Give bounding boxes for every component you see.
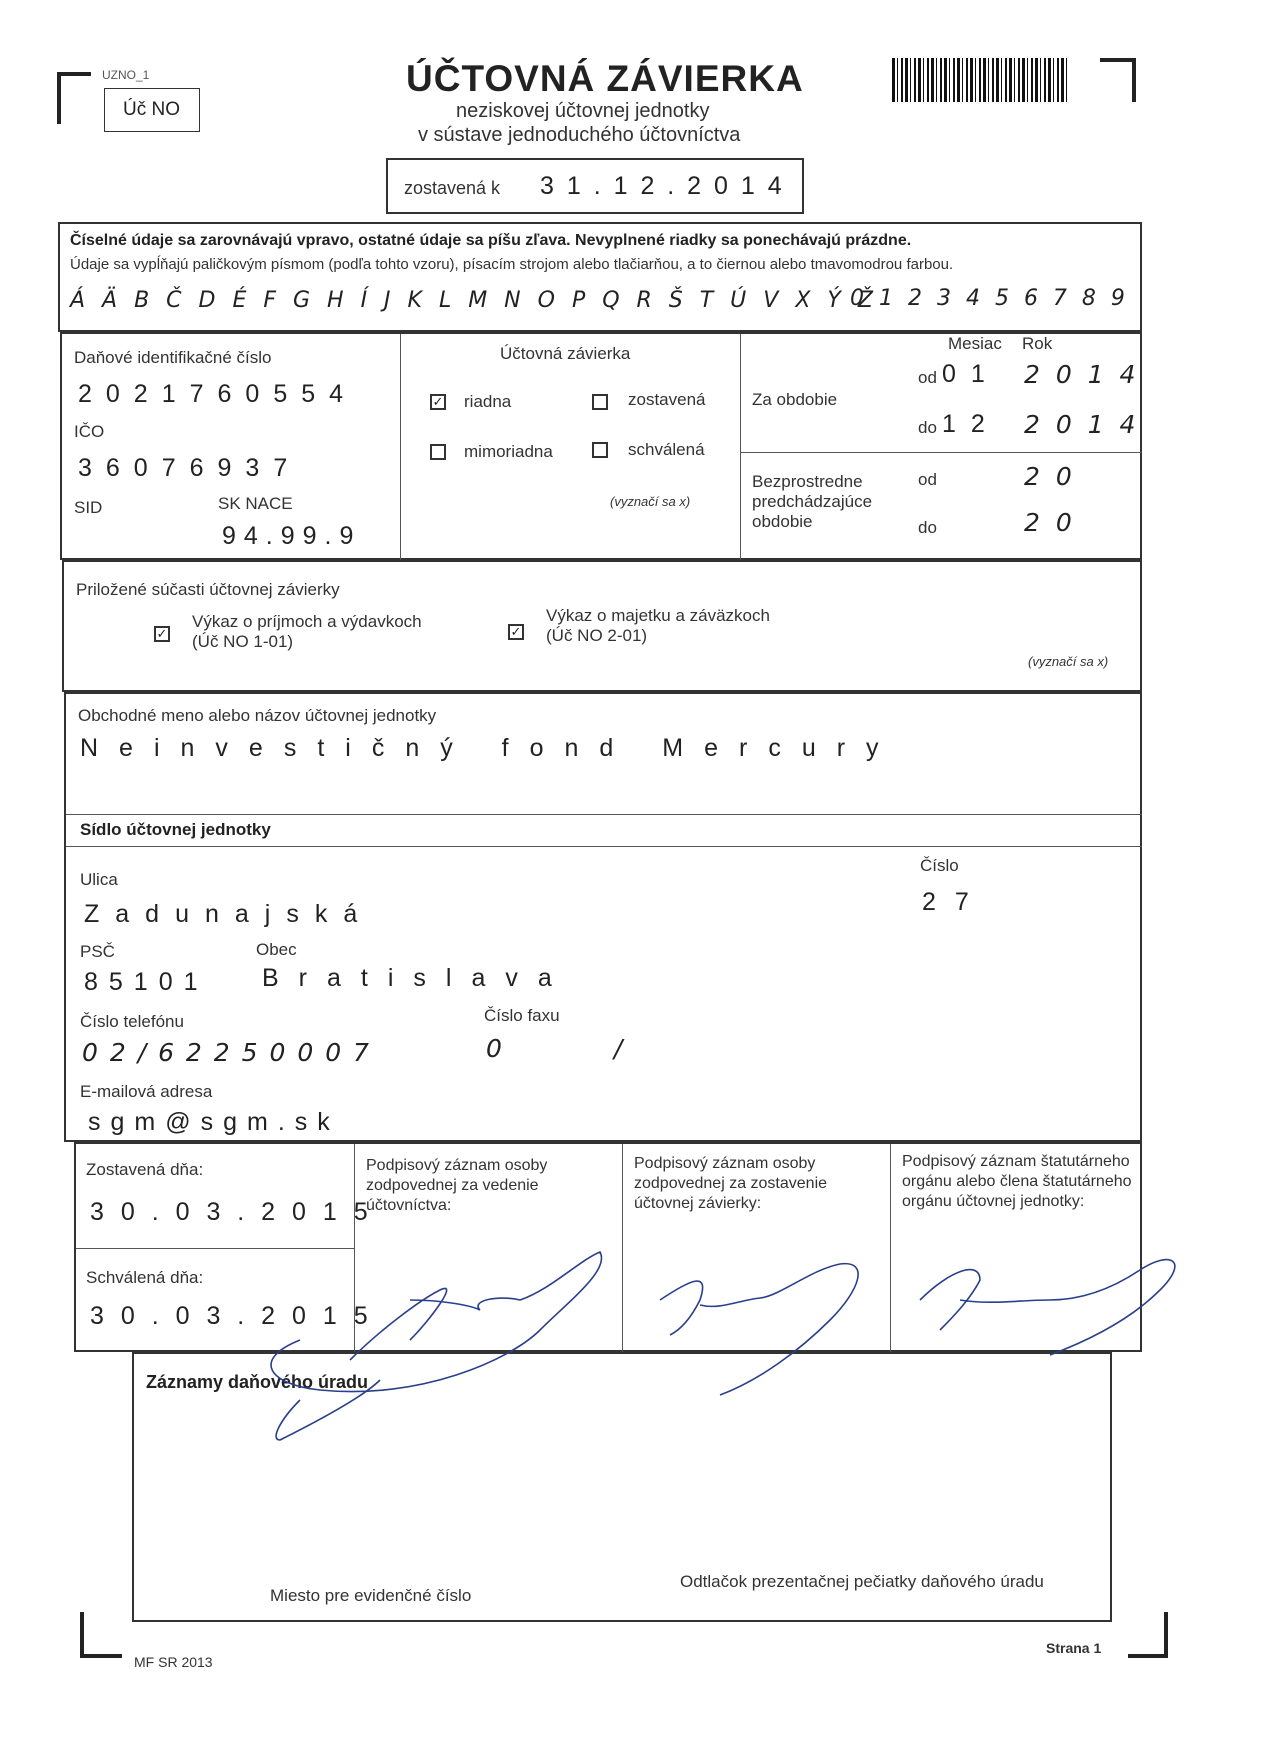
corner-mark-top-right <box>1100 58 1136 102</box>
corner-mark-bottom-right <box>1128 1612 1168 1658</box>
prev-to-label: do <box>918 518 937 537</box>
attachments-title: Priložené súčasti účtovnej závierky <box>76 580 340 599</box>
ico-label: IČO <box>74 422 105 441</box>
prev-period-label-3: obdobie <box>752 512 813 531</box>
balance-sheet-line-1: Výkaz o majetku a záväzkoch <box>546 606 770 625</box>
checkbox-balance-sheet[interactable]: ✓ <box>508 624 524 640</box>
checkbox-income-statement[interactable]: ✓ <box>154 626 170 642</box>
address-title: Sídlo účtovnej jednotky <box>80 820 271 839</box>
income-statement-line-2: (Úč NO 1-01) <box>192 632 294 651</box>
month-label: Mesiac <box>948 334 1002 353</box>
compiled-date-label: Zostavená dňa: <box>86 1160 204 1179</box>
number-value: 2 7 <box>922 888 975 916</box>
nace-label: SK NACE <box>218 494 293 513</box>
street-value: Zadunajská <box>84 900 374 928</box>
footer-left: MF SR 2013 <box>134 1654 213 1670</box>
closing-type-note: (vyznačí sa x) <box>610 494 691 509</box>
street-label: Ulica <box>80 870 118 889</box>
current-to-label: do <box>918 418 937 437</box>
balance-sheet-line-2: (Úč NO 2-01) <box>546 626 648 645</box>
dic-label: Daňové identifikačné číslo <box>74 348 272 367</box>
nace-value: 94.99.9 <box>222 522 362 550</box>
email-label: E-mailová adresa <box>80 1082 213 1101</box>
phone-label: Číslo telefónu <box>80 1012 184 1031</box>
form-code-box-text: Úč NO <box>123 99 180 120</box>
current-to-month: 1 2 <box>942 410 989 438</box>
signature-field-statutory: Podpisový záznam štatutárneho orgánu alebo člena štatutárneho orgánu účtovnej jednotky: <box>902 1153 1132 1210</box>
psc-value: 85101 <box>84 968 209 996</box>
date-value: 3 1 . 1 2 . 2 0 1 4 <box>540 172 785 200</box>
city-value: Bratislava <box>262 964 572 992</box>
prev-from-value: 2 0 <box>1024 462 1076 491</box>
fax-label: Číslo faxu <box>484 1006 560 1025</box>
checkbox-compiled[interactable] <box>592 394 608 410</box>
date-box <box>386 158 804 214</box>
compiled-date-value: 3 0 . 0 3 . 2 0 1 5 <box>90 1198 373 1226</box>
date-label: zostavená k <box>404 178 501 198</box>
form-code: UZNO_1 <box>102 68 150 82</box>
signatures-section <box>74 1142 1142 1352</box>
attachments-section <box>62 560 1142 692</box>
tax-office-title: Záznamy daňového úradu <box>146 1372 369 1392</box>
corner-mark-top-left <box>57 72 91 124</box>
closing-type-title: Účtovná závierka <box>500 344 631 363</box>
entity-name-value: Neinvestičný fond Mercury <box>80 734 900 762</box>
label-regular: riadna <box>464 392 512 411</box>
stamp-label: Odtlačok prezentačnej pečiatky daňového úradu <box>680 1572 1044 1591</box>
current-period-label: Za obdobie <box>752 390 838 409</box>
instructions-line-1: Číselné údaje sa zarovnávajú vpravo, ostatné údaje sa píšu zľava. Nevyplnené riadky sa ponechávajú prázdne. <box>70 232 912 249</box>
sample-digits: 0 1 2 3 4 5 6 7 8 9 <box>850 286 1129 311</box>
label-compiled: zostavená <box>628 390 706 409</box>
evidence-number-label: Miesto pre evidenčné číslo <box>270 1586 472 1605</box>
signature-field-accounting: Podpisový záznam osoby zodpovednej za vedenie účtovníctva: <box>366 1157 548 1214</box>
city-label: Obec <box>256 940 297 959</box>
approved-date-value: 3 0 . 0 3 . 2 0 1 5 <box>90 1302 373 1330</box>
instructions-line-2: Údaje sa vypĺňajú paličkovým písmom (podľa tohto vzoru), písacím strojom alebo tlačiarňou, a to čiernou alebo tmavomodrou farbou. <box>70 256 954 273</box>
entity-name-label: Obchodné meno alebo názov účtovnej jednotky <box>78 706 437 725</box>
instructions-box <box>58 222 1142 332</box>
ico-value: 36076937 <box>78 454 302 482</box>
identification-section <box>60 332 1142 560</box>
corner-mark-bottom-left <box>80 1612 122 1658</box>
checkbox-extraordinary[interactable] <box>430 444 446 460</box>
barcode <box>892 58 1068 102</box>
prev-period-label-1: Bezprostredne <box>752 472 863 491</box>
page-subtitle-2: v sústave jednoduchého účtovníctva <box>418 124 741 146</box>
year-label: Rok <box>1022 334 1053 353</box>
fax-value: 0 / <box>486 1034 675 1063</box>
current-from-year: 2 0 1 4 <box>1024 360 1140 389</box>
approved-date-label: Schválená dňa: <box>86 1268 204 1287</box>
prev-to-value: 2 0 <box>1024 508 1076 537</box>
entity-section <box>64 692 1142 1142</box>
current-to-year: 2 0 1 4 <box>1024 410 1140 439</box>
footer-right: Strana 1 <box>1046 1640 1102 1656</box>
tax-office-section <box>132 1352 1112 1622</box>
psc-label: PSČ <box>80 942 115 961</box>
dic-value: 2021760554 <box>78 380 358 408</box>
sid-label: SID <box>74 498 103 517</box>
current-from-month: 0 1 <box>942 360 989 388</box>
checkbox-regular[interactable]: ✓ <box>430 394 446 410</box>
checkbox-approved[interactable] <box>592 442 608 458</box>
page-title: ÚČTOVNÁ ZÁVIERKA <box>406 58 804 99</box>
label-approved: schválená <box>628 440 705 459</box>
number-label: Číslo <box>920 856 959 875</box>
phone-value: 0 2 / 6 2 2 5 0 0 0 7 <box>82 1038 371 1067</box>
page-subtitle-1: neziskovej účtovnej jednotky <box>456 100 710 122</box>
form-code-box <box>104 88 200 132</box>
attachments-note: (vyznačí sa x) <box>1028 654 1109 669</box>
email-value: sgm@sgm.sk <box>88 1108 340 1136</box>
signature-field-compilation: Podpisový záznam osoby zodpovednej za zostavenie účtovnej závierky: <box>634 1155 828 1212</box>
current-from-label: od <box>918 368 937 387</box>
income-statement-line-1: Výkaz o príjmoch a výdavkoch <box>192 612 422 631</box>
sample-letters: Á Ä B Č D É F G H Í J K L M N O P Q R Š T Ú V X Ý Ž <box>70 288 878 313</box>
label-extraordinary: mimoriadna <box>464 442 553 461</box>
prev-from-label: od <box>918 470 937 489</box>
prev-period-label-2: predchádzajúce <box>752 492 873 511</box>
